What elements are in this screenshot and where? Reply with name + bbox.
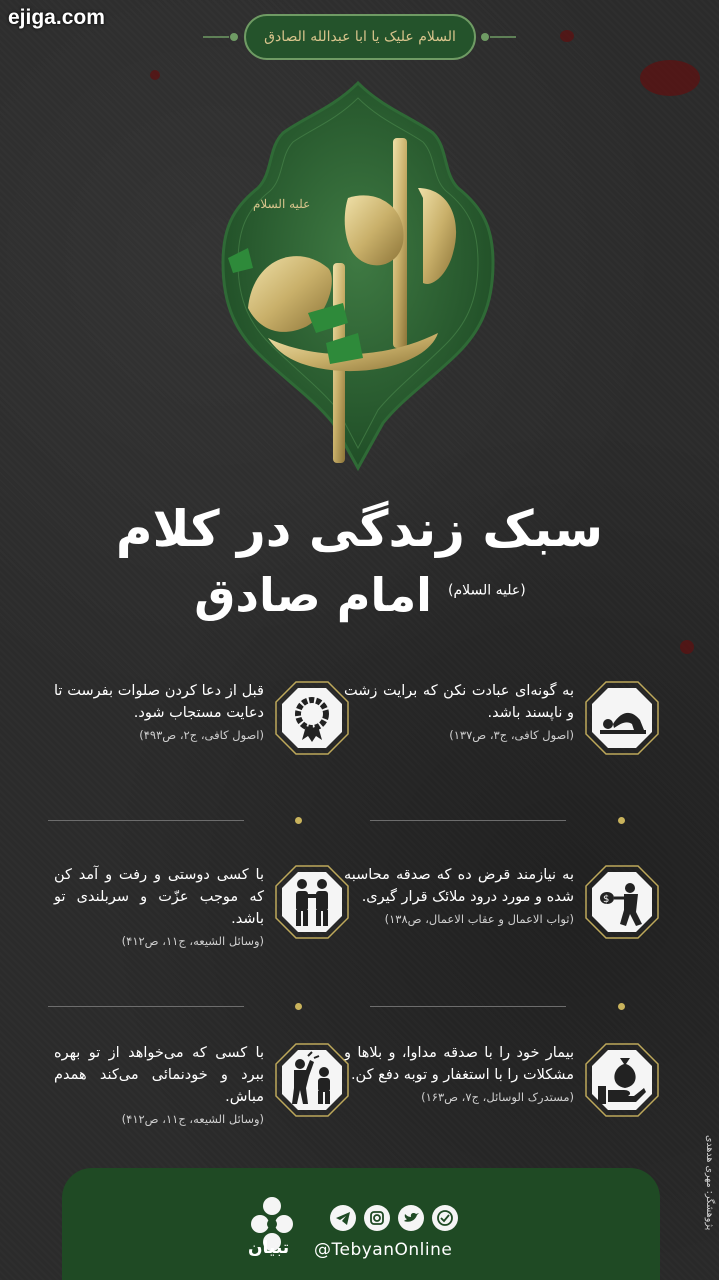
quote-icon-wrap [584, 680, 660, 756]
decor-splatter [680, 640, 694, 654]
wreath-medal-icon [274, 680, 350, 756]
quote-item [330, 680, 660, 756]
quote-icon-wrap [274, 680, 350, 756]
decor-splatter [640, 60, 700, 96]
footer-logo-text: تبیان [248, 1238, 290, 1258]
researcher-credit: پژوهشگر: مهری هدهدی [704, 1135, 715, 1231]
quote-source: (اصول کافی، ج۲، ص۴۹۳) [139, 728, 264, 742]
banner-text: السلام علیک یا ابا عبدالله الصادق [264, 29, 456, 45]
quote-text: به گونه‌ای عبادت نکن که برایت زشت و ناپسند باشد. [344, 683, 574, 721]
site-watermark: ejiga.com [8, 6, 105, 29]
main-title: سبک زندگی در کلام [115, 500, 604, 558]
quote-source: (وسائل الشیعه، ج۱۱، ص۴۱۲) [121, 1112, 264, 1126]
quote-item [40, 680, 350, 756]
quote-text: با کسی دوستی و رفت و آمد کن که موجب عزّت و سربلندی تو باشد. [54, 867, 264, 927]
twitter-icon[interactable] [397, 1204, 425, 1232]
whatsapp-icon[interactable] [431, 1204, 459, 1232]
friends-embracing-icon [274, 864, 350, 940]
separator-dot [295, 1003, 302, 1010]
separator-line [370, 820, 566, 821]
quote-text: بیمار خود را با صدقه مداوا، و بلاها و مشکلات را با استغفار و توبه دفع کن. [344, 1045, 574, 1083]
charity-hand-bag-icon [584, 1042, 660, 1118]
quote-item [330, 864, 660, 940]
prostrating-person-icon [584, 680, 660, 756]
banner-ornament-right [480, 32, 516, 42]
separator-line [48, 1006, 244, 1007]
telegram-icon[interactable] [329, 1204, 357, 1232]
separator-line [48, 820, 244, 821]
quote-item [330, 1042, 660, 1118]
social-icons [314, 1204, 474, 1232]
emblem-honorific: علیه السلام [253, 197, 311, 211]
quote-icon-wrap [584, 864, 660, 940]
top-banner [244, 14, 476, 60]
quote-icon-wrap [584, 1042, 660, 1118]
separator-dot [618, 817, 625, 824]
separator-line [370, 1006, 566, 1007]
quote-text: قبل از دعا کردن صلوات بفرست تا دعایت مستجاب شود. [54, 683, 264, 721]
social-handle[interactable]: @TebyanOnline [314, 1240, 453, 1260]
quote-text: با کسی که می‌خواهد از تو بهره ببرد و خودنمائی می‌کند همدم مباش. [54, 1045, 264, 1105]
quote-source: (ثواب الاعمال و عقاب الاعمال، ص۱۳۸) [384, 912, 574, 926]
imam-emblem [208, 78, 508, 473]
separator-dot [618, 1003, 625, 1010]
quote-source: (وسائل الشیعه، ج۱۱، ص۴۱۲) [121, 934, 264, 948]
svg-text:$: $ [603, 894, 610, 905]
instagram-icon[interactable] [363, 1204, 391, 1232]
quote-item [40, 864, 350, 948]
decor-splatter [560, 30, 574, 42]
banner-ornament-left [203, 32, 239, 42]
quote-source: (مستدرک الوسائل، ج۷، ص۱۶۳) [421, 1090, 574, 1104]
quote-icon-wrap [274, 1042, 350, 1118]
quote-icon-wrap [274, 864, 350, 940]
quote-text: به نیازمند قرض ده که صدقه محاسبه شده و مورد درود ملائک قرار گیری. [344, 867, 574, 905]
person-shouting-icon [274, 1042, 350, 1118]
title-honorific: (علیه السلام) [447, 582, 526, 599]
quote-item [40, 1042, 350, 1126]
title-imam-name: امام صادق [194, 568, 432, 622]
quote-source: (اصول کافی، ج۳، ص۱۳۷) [449, 728, 574, 742]
separator-dot [295, 817, 302, 824]
footer-bar [62, 1168, 660, 1280]
money-bag-giving-icon [584, 864, 660, 940]
main-subtitle [160, 568, 560, 622]
decor-splatter [150, 70, 160, 80]
